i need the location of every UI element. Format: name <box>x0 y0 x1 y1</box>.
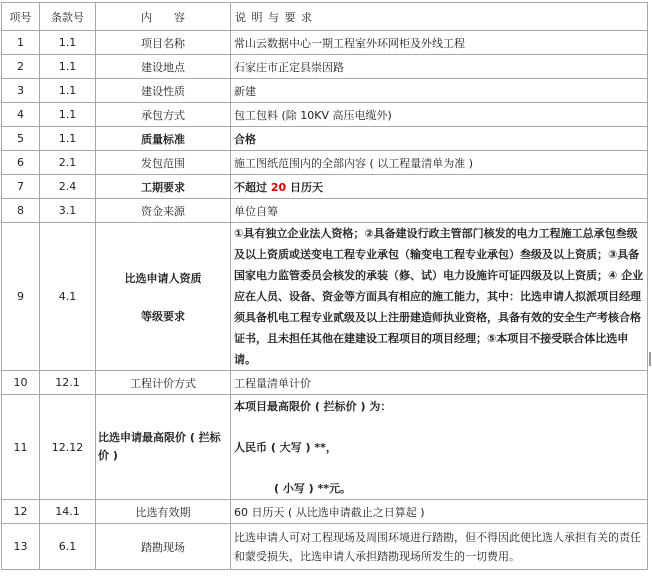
row-clause: 1.1 <box>40 103 96 127</box>
row-content: 踏勘现场 <box>96 524 231 570</box>
table-row <box>2 175 648 199</box>
table-row <box>2 395 648 500</box>
row-desc: 单位自筹 <box>231 199 648 223</box>
table-row <box>2 524 648 570</box>
row-clause: 14.1 <box>40 500 96 524</box>
row-desc: 石家庄市正定县崇因路 <box>231 55 648 79</box>
header-desc: 说 明 与 要 求 <box>231 3 648 31</box>
row-no: 12 <box>2 500 40 524</box>
row-no: 4 <box>2 103 40 127</box>
duration-days: 20 <box>270 180 287 194</box>
row-no: 1 <box>2 31 40 55</box>
row-clause: 1.1 <box>40 31 96 55</box>
row-content <box>96 223 231 371</box>
header-clause: 条款号 <box>40 3 96 31</box>
table-row <box>2 500 648 524</box>
row-clause: 1.1 <box>40 79 96 103</box>
table-row <box>2 371 648 395</box>
row-no: 10 <box>2 371 40 395</box>
row-no: 2 <box>2 55 40 79</box>
row-content: 建设性质 <box>96 79 231 103</box>
table-row <box>2 199 648 223</box>
row-no: 6 <box>2 151 40 175</box>
price-uppercase: 人民币 ( 大写 ) **， <box>234 441 337 454</box>
row-no: 7 <box>2 175 40 199</box>
row-content: 工程计价方式 <box>96 371 231 395</box>
header-no: 项号 <box>2 3 40 31</box>
price-intro: 本项目最高限价 ( 拦标价 ) 为： <box>234 400 392 413</box>
row-content: 项目名称 <box>96 31 231 55</box>
row-desc <box>231 175 648 199</box>
row-content: 建设地点 <box>96 55 231 79</box>
table-row <box>2 31 648 55</box>
row-clause: 3.1 <box>40 199 96 223</box>
header-content: 内 容 <box>96 3 231 31</box>
row-clause: 1.1 <box>40 127 96 151</box>
row-desc: 常山云数据中心一期工程室外环网柜及外线工程 <box>231 31 648 55</box>
row-desc: ①具有独立企业法人资格；②具备建设行政主管部门核发的电力工程施工总承包叁级及以上资质或送变电工程专业承包（输变电工程专业承包）叁级及以上资质；③具备国家电力监管委员会核发的承装（修、试）电力设施许可证四级及以上资质；④ 企业应在人员、设备、资金等方面具有相应的施工能力，其中：比选申请人拟派项目经理须具备机电工程专业贰级及以上注册建造师执业资格，具备有效的安全生产考核合格证书，且未担任其他在建建设工程项目的项目经理；⑤本项目不接受联合体比选申请。 <box>231 223 648 371</box>
duration-prefix: 不超过 <box>234 180 271 194</box>
row-desc: 包工包料 (除 10KV 高压电缆外) <box>231 103 648 127</box>
row-desc: 60 日历天 ( 从比选申请截止之日算起 ) <box>231 500 648 524</box>
row-no: 11 <box>2 395 40 500</box>
scrollbar-mark <box>649 352 651 366</box>
qualification-label-1: 比选申请人资质 <box>124 271 202 285</box>
table-row <box>2 151 648 175</box>
row-desc: 比选申请人可对工程现场及周围环境进行踏勘，但不得因此使比选人承担有关的责任和蒙受损失，比选申请人承担踏勘现场所发生的一切费用。 <box>231 524 648 570</box>
row-no: 9 <box>2 223 40 371</box>
row-no: 5 <box>2 127 40 151</box>
bid-info-table <box>1 2 648 570</box>
row-content: 比选有效期 <box>96 500 231 524</box>
row-content: 资金来源 <box>96 199 231 223</box>
row-content: 工期要求 <box>96 175 231 199</box>
row-content: 发包范围 <box>96 151 231 175</box>
row-clause: 12.12 <box>40 395 96 500</box>
row-clause: 12.1 <box>40 371 96 395</box>
row-desc: 合格 <box>231 127 648 151</box>
row-content: 质量标准 <box>96 127 231 151</box>
row-desc <box>231 395 648 500</box>
row-content: 承包方式 <box>96 103 231 127</box>
row-clause: 2.1 <box>40 151 96 175</box>
duration-suffix: 日历天 <box>286 180 323 194</box>
row-clause: 1.1 <box>40 55 96 79</box>
row-no: 8 <box>2 199 40 223</box>
table-row <box>2 103 648 127</box>
row-desc: 工程量清单计价 <box>231 371 648 395</box>
table-row <box>2 79 648 103</box>
row-desc: 新建 <box>231 79 648 103</box>
row-clause: 4.1 <box>40 223 96 371</box>
table-row <box>2 55 648 79</box>
table-header-row <box>2 3 648 31</box>
row-content: 比选申请最高限价 ( 拦标价 ) <box>96 395 231 500</box>
table-row <box>2 127 648 151</box>
price-lowercase: ( 小写 ) **元。 <box>274 482 352 495</box>
row-no: 3 <box>2 79 40 103</box>
row-clause: 6.1 <box>40 524 96 570</box>
row-clause: 2.4 <box>40 175 96 199</box>
table-row <box>2 223 648 371</box>
row-no: 13 <box>2 524 40 570</box>
row-desc: 施工图纸范围内的全部内容 ( 以工程量清单为准 ) <box>231 151 648 175</box>
qualification-label-2: 等级要求 <box>141 309 185 323</box>
